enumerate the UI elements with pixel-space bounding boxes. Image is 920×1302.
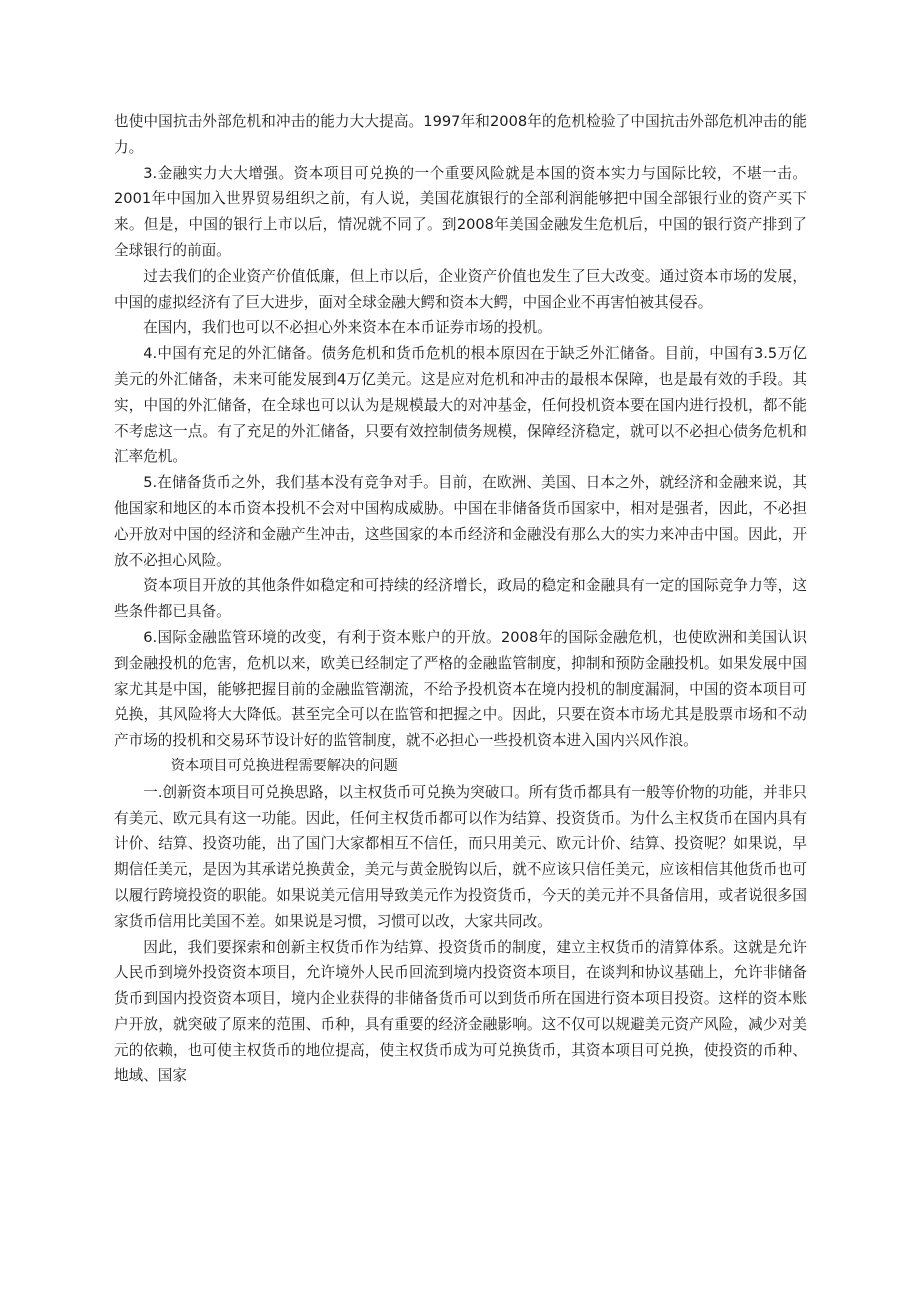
paragraph-regulation: 6.国际金融监管环境的改变，有利于资本账户的开放。2008年的国际金融危机，也使欧洲和美国认识到金融投机的危害，危机以来，欧美已经制定了严格的金融监管制度，抑制和预防金融投机。如果发展中国家尤其是中国，能够把握目前的金融监管潮流，不给予投机资本在境内投机的制度漏洞，中国的资本项目可兑换，其风险将大大降低。甚至完全可以在监管和把握之中。因此，只要在资本市场尤其是股票市场和不动产市场的投机和交易环节设计好的监管制度，就不必担心一些投机资本进入国内兴风作浪。: [114, 628, 807, 750]
paragraph-clearing-system: 因此，我们要探索和创新主权货币作为结算、投资货币的制度，建立主权货币的清算体系。这就是允许人民币到境外投资资本项目，允许境外人民币回流到境内投资资本项目，在谈判和协议基础上，允许非储备货币到国内投资资本项目，境内企业获得的非储备货币可以到货币所在国进行资本项目投资。这样的资本账户开放，就突破了原来的范围、币种，具有重要的经济金融影响。这不仅可以规避美元资产风险，减少对美元的依赖，也可使主权货币的地位提高，使主权货币成为可兑换货币，其资本项目可兑换，使投资的币种、地域、国家: [114, 938, 807, 1085]
paragraph-continuation: 也使中国抗击外部危机和冲击的能力大大提高。1997年和2008年的危机检验了中国抗击外部危机冲击的能力。: [114, 113, 807, 156]
document-body: [114, 109, 807, 1089]
section-heading: 资本项目可兑换进程需要解决的问题: [170, 757, 398, 774]
paragraph-domestic-speculation: 在国内，我们也可以不必担心外来资本在本币证券市场的投机。: [143, 319, 552, 337]
paragraph-fx-reserves: 4.中国有充足的外汇储备。债务危机和货币危机的根本原因在于缺乏外汇储备。目前，中国有3.5万亿美元的外汇储备，未来可能发展到4万亿美元。这是应对危机和冲击的最根本保障，也是最有效的手段。其实，中国的外汇储备，在全球也可以认为是规模最大的对冲基金，任何投机资本要在国内进行投机，都不能不考虑这一点。有了充足的外汇储备，只要有效控制债务规模，保障经济稳定，就可以不必担心债务危机和汇率危机。: [114, 345, 807, 466]
paragraph-asset-value: 过去我们的企业资产价值低廉，但上市以后，企业资产价值也发生了巨大改变。通过资本市场的发展，中国的虚拟经济有了巨大进步，面对全球金融大鳄和资本大鳄，中国企业不再害怕被其侵吞。: [114, 267, 807, 311]
paragraph-financial-strength: 3.金融实力大大增强。资本项目可兑换的一个重要风险就是本国的资本实力与国际比较，不堪一击。2001年中国加入世界贸易组织之前，有人说，美国花旗银行的全部利润能够把中国全部银行业的资产买下来。但是，中国的银行上市以后，情况就不同了。到2008年美国金融发生危机后，中国的银行资产排到了全球银行的前面。: [114, 164, 807, 259]
paragraph-sovereign-currency: 一.创新资本项目可兑换思路，以主权货币可兑换为突破口。所有货币都具有一般等价物的功能，并非只有美元、欧元具有这一功能。因此，任何主权货币都可以作为结算、投资货币。为什么主权货币在国内具有计价、结算、投资功能，出了国门大家都相互不信任，而只用美元、欧元计价、结算、投资呢？如果说，早期信任美元，是因为其承诺兑换黄金，美元与黄金脱钩以后，就不应该只信任美元，应该相信其他货币也可以履行跨境投资的职能。如果说美元信用导致美元作为投资货币，今天的美元并不具备信用，或者说很多国家货币信用比美国不差。如果说是习惯，习惯可以改，大家共同改。: [114, 783, 807, 930]
paragraph-other-conditions: 资本项目开放的其他条件如稳定和可持续的经济增长，政局的稳定和金融具有一定的国际竞争力等，这些条件都已具备。: [114, 577, 807, 621]
paragraph-reserve-currency: 5.在储备货币之外，我们基本没有竞争对手。目前，在欧洲、美国、日本之外，就经济和金融来说，其他国家和地区的本币资本投机不会对中国构成威胁。中国在非储备货币国家中，相对是强者，因此，不必担心开放对中国的经济和金融产生冲击，这些国家的本币经济和金融没有那么大的实力来冲击中国。因此，开放不必担心风险。: [114, 474, 807, 569]
